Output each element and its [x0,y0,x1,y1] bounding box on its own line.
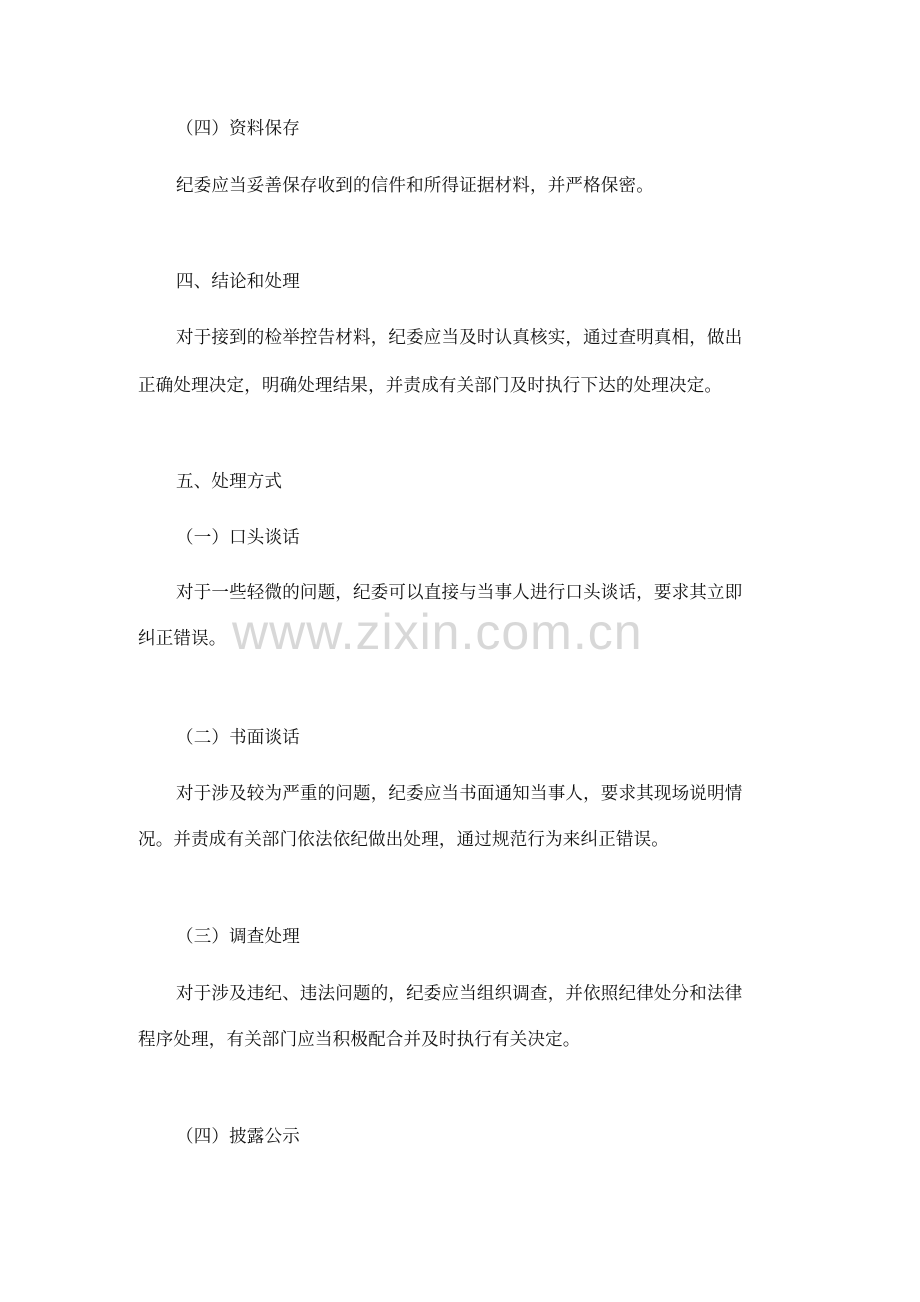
watermark: www.zixin.com.cn [232,604,643,660]
subsection-heading-investigation: （三）调查处理 [176,927,300,947]
paragraph-oral-talk-line2: 纠正错误。 [138,629,227,649]
paragraph-oral-talk-line1: 对于一些轻微的问题，纪委可以直接与当事人进行口头谈话，要求其立即 [176,583,743,603]
section-heading-conclusion: 四、结论和处理 [176,272,300,292]
paragraph-investigation-line2: 程序处理，有关部门应当积极配合并及时执行有关决定。 [138,1030,581,1050]
paragraph-data-preservation: 纪委应当妥善保存收到的信件和所得证据材料，并严格保密。 [176,176,654,196]
subsection-heading-data-preservation: （四）资料保存 [176,119,300,139]
paragraph-written-talk-line2: 况。并责成有关部门依法依纪做出处理，通过规范行为来纠正错误。 [138,830,669,850]
subsection-heading-written-talk: （二）书面谈话 [176,728,300,748]
paragraph-written-talk-line1: 对于涉及较为严重的问题，纪委应当书面通知当事人，要求其现场说明情 [176,784,743,804]
paragraph-investigation-line1: 对于涉及违纪、违法问题的，纪委应当组织调查，并依照纪律处分和法律 [176,984,743,1004]
subsection-heading-oral-talk: （一）口头谈话 [176,528,300,548]
subsection-heading-disclosure: （四）披露公示 [176,1127,300,1147]
paragraph-conclusion-line1: 对于接到的检举控告材料，纪委应当及时认真核实，通过查明真相，做出 [176,328,743,348]
paragraph-conclusion-line2: 正确处理决定，明确处理结果，并责成有关部门及时执行下达的处理决定。 [138,376,723,396]
section-heading-methods: 五、处理方式 [176,472,283,492]
